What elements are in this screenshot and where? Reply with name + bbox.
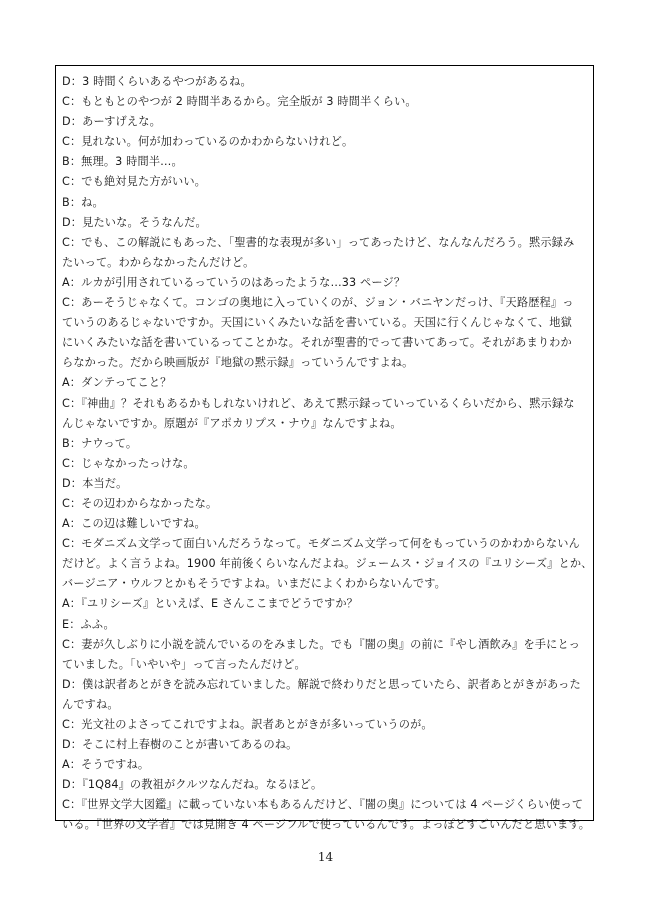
transcript-line: C：見れない。何が加わっているのかわからないけれど。 — [62, 135, 354, 149]
transcript-line: B：ナウって。 — [62, 436, 138, 450]
transcript-line: バージニア・ウルフとかもそうですよね。いまだによくわからないんです。 — [62, 577, 447, 591]
transcript-line: C：じゃなかったっけな。 — [62, 456, 195, 470]
transcript-line: にいくみたいな話を書いているってことかな。それが聖書的でって書いてあって。それがあまりわか — [62, 336, 572, 350]
transcript-line: C：『神曲』？それもあるかもしれないけれど、あえて黙示録っていっているくらいだから、黙示録な — [62, 396, 575, 410]
transcript-line: C：もともとのやつが 2 時間半あるから。完全版が 3 時間半くらい。 — [62, 95, 417, 109]
transcript-line: ていうのあるじゃないですか。天国にいくみたいな話を書いている。天国に行くんじゃなくて、地獄 — [62, 316, 572, 330]
transcript-line: だけど。よく言うよね。1900 年前後くらいなんだよね。ジェームス・ジョイスの『ユリシーズ』とか、 — [62, 557, 593, 571]
transcript-line: C：妻が久しぶりに小説を読んでいるのをみました。でも『闇の奥』の前に『やし酒飲み』を手にとっ — [62, 637, 580, 651]
transcript-line: A：そうですね。 — [62, 758, 150, 772]
transcript-line: たいって。わからなかったんだけど。 — [62, 255, 255, 269]
transcript-line: D：見たいな。そうなんだ。 — [62, 215, 207, 229]
transcript-line: C：あーそうじゃなくて。コンゴの奥地に入っていくのが、ジョン・バニヤンだっけ、『天路歴程』っ — [62, 296, 574, 310]
transcript-line: B：ね。 — [62, 195, 104, 209]
transcript-line: A：この辺は難しいですね。 — [62, 517, 206, 531]
transcript-line: C：でも絶対見た方がいい。 — [62, 175, 207, 189]
transcript-line: A：ダンテってこと？ — [62, 376, 172, 390]
transcript-line: D：僕は訳者あとがきを読み忘れていました。解説で終わりだと思っていたら、訳者あとがきがあった — [62, 677, 581, 691]
transcript-line: A：ルカが引用されているっていうのはあったような…33 ページ？ — [62, 275, 406, 289]
transcript-line: C：『世界文学大図鑑』に載っていない本もあるんだけど、『闇の奥』については 4 ページくらい使って — [62, 798, 584, 812]
transcript-frame — [55, 65, 594, 832]
transcript-line: D：本当だ。 — [62, 476, 128, 490]
transcript-line: D：あーすげえな。 — [62, 115, 161, 129]
transcript-line: C：光文社のよさってこれですよね。訳者あとがきが多いっていうのが。 — [62, 718, 433, 731]
transcript-line: んじゃないですか。原題が『アポカリプス・ナウ』なんですよね。 — [62, 416, 402, 430]
transcript-line: D：『1Q84』の教祖がクルツなんだね。なるほど。 — [62, 778, 323, 792]
transcript-line: C：モダニズム文学って面白いんだろうなって。モダニズム文学って何をもっていうのかわからないん — [62, 537, 580, 551]
transcript-line: らなかった。だから映画版が『地獄の黙示録』っていうんですよね。 — [62, 356, 414, 370]
transcript-line: D：3 時間くらいあるやつがあるね。 — [62, 75, 252, 88]
transcript-line: いる。『世界の文学者』では見開き 4 ページフルで使っているんです。よっぽどすごいんだと思います。 — [62, 818, 591, 832]
transcript-line: ていました。「いやいや」って言ったんだけど。 — [62, 657, 306, 671]
transcript-line: D：そこに村上春樹のことが書いてあるのね。 — [62, 738, 298, 752]
transcript-line: C：その辺わからなかったな。 — [62, 496, 218, 510]
transcript-line: A：『ユリシーズ』といえば、E さんここまでどうですか？ — [62, 597, 359, 611]
transcript-line: E：ふふ。 — [62, 617, 115, 631]
page-number: 14 — [317, 850, 334, 864]
transcript-line: B：無理。3 時間半…。 — [62, 155, 183, 169]
transcript-line: んですね。 — [62, 697, 119, 711]
transcript-line: C：でも、この解説にもあった、「聖書的な表現が多い」ってあったけど、なんなんだろう。黙示録み — [62, 235, 575, 249]
